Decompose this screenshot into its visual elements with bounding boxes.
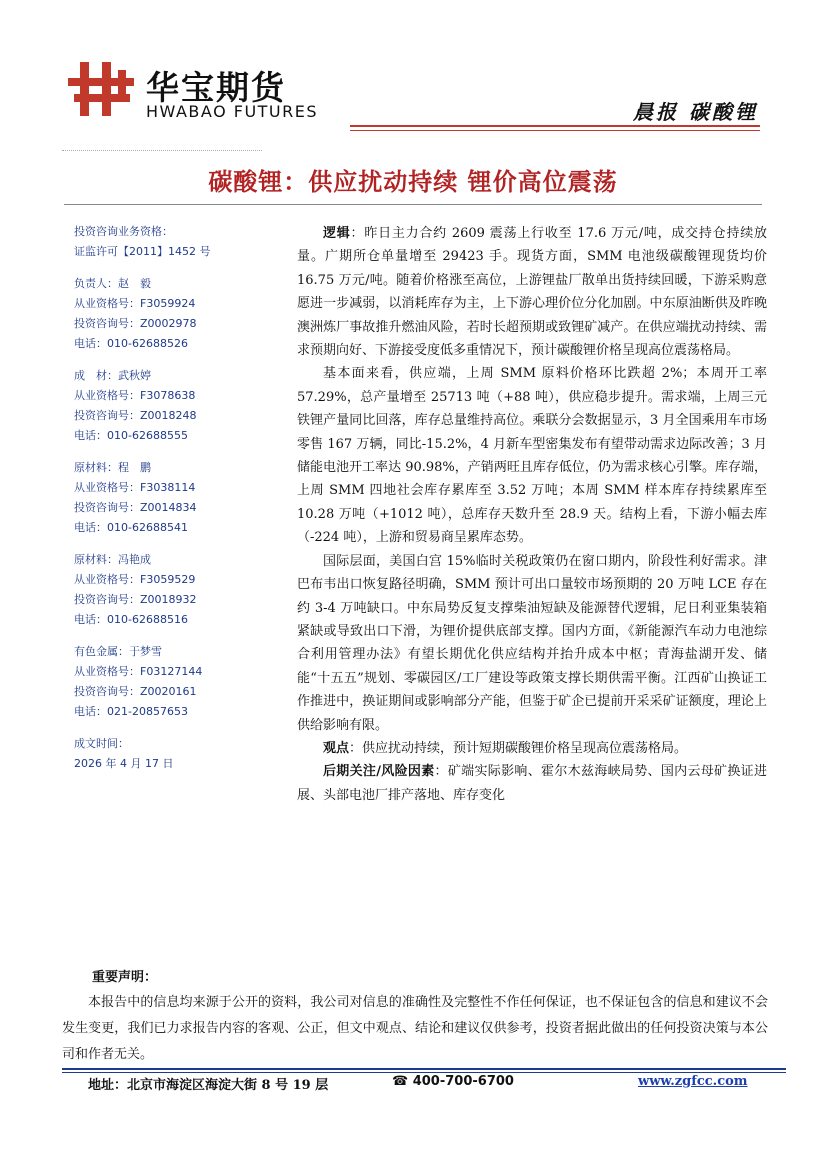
sidebar-line: 投资咨询号：Z0018932 — [74, 593, 197, 606]
analyst-sidebar — [74, 222, 284, 786]
notice-body: 本报告中的信息均来源于公开的资料，我公司对信息的准确性及完整性不作任何保证，也不保证包含的信息和建议不会发生变更，我们已力求报告内容的客观、公正，但文中观点、结论和建议仅供参考，投资者据此做出的任何投资决策与本公司和作者无关。 — [62, 995, 768, 1062]
logo-english-name: HWABAO FUTURES — [146, 102, 319, 121]
sidebar-line: 负责人：赵 毅 — [74, 277, 151, 290]
risk-paragraph — [297, 760, 767, 807]
logic-lead: 逻辑 — [323, 226, 351, 241]
footer-divider — [62, 1068, 786, 1070]
dotted-divider — [62, 150, 262, 151]
view-paragraph — [297, 737, 767, 760]
sidebar-line: 电话：021-20857653 — [74, 705, 188, 718]
footer-address: 地址：北京市海淀区海淀大街 8 号 19 层 — [88, 1078, 329, 1093]
footer-divider-thin — [62, 1072, 786, 1073]
sidebar-block — [74, 366, 284, 446]
sidebar-line: 电话：010-62688526 — [74, 337, 188, 350]
sidebar-line: 从业资格号：F3059529 — [74, 573, 196, 586]
fundamentals-paragraph: 基本面来看，供应端，上周 SMM 原料价格环比跌超 2%；本周开工率 57.29%，总产量增至 25713 吨（+88 吨），供应稳步提升。需求端，上周三元铁锂产量同比回落，库存总量维持高位。乘联分会数据显示，3 月全国乘用车市场零售 167 万辆，同比-15.2%，4 月新车型密集发布有望带动需求边际改善；3 月储能电池开工率达 90.98%，产销两旺且库存低位，仍为需求核心引擎。库存端，上周 SMM 四地社会库存累库至 3.52 万吨；本周 SMM 样本库存持续累库至 10.28 万吨（+1012 吨），总库存天数升至 28.9 天。结构上看，下游小幅去库（-224 吨），上游和贸易商呈累库态势。 — [297, 366, 767, 546]
hwabao-logo-mark-icon — [66, 60, 136, 118]
sidebar-line: 成 材：武秋婷 — [74, 369, 151, 382]
sidebar-block — [74, 222, 284, 262]
sidebar-line: 有色金属：于梦雪 — [74, 645, 162, 658]
footer-phone: ☎ 400-700-6700 — [392, 1074, 514, 1089]
logic-paragraph — [297, 222, 767, 362]
view-lead: 观点 — [323, 740, 350, 756]
sidebar-line: 电话：010-62688555 — [74, 429, 188, 442]
footer — [88, 1074, 768, 1094]
sidebar-line: 2026 年 4 月 17 日 — [74, 757, 174, 770]
sidebar-line: 从业资格号：F3038114 — [74, 481, 196, 494]
sidebar-line: 从业资格号：F03127144 — [74, 665, 203, 678]
report-body — [297, 222, 767, 807]
sidebar-line: 投资咨询号：Z0018248 — [74, 409, 197, 422]
header-divider — [350, 125, 760, 127]
sidebar-block — [74, 734, 284, 774]
sidebar-block — [74, 642, 284, 722]
risk-text: ：矿端实际影响、霍尔木兹海峡局势、国内云母矿换证进展、头部电池厂排产落地、库存变化 — [297, 764, 767, 803]
sidebar-line: 投资咨询号：Z0014834 — [74, 501, 197, 514]
sidebar-line: 投资咨询号：Z0020161 — [74, 685, 197, 698]
sidebar-block — [74, 550, 284, 630]
sidebar-line: 原材料：程 鹏 — [74, 461, 151, 474]
sidebar-line: 投资咨询号：Z0002978 — [74, 317, 197, 330]
header-divider-thin — [350, 130, 760, 131]
sidebar-line: 电话：010-62688516 — [74, 613, 188, 626]
footer-website-link[interactable]: www.zgfcc.com — [638, 1074, 748, 1089]
view-text: ：供应扰动持续，预计短期碳酸锂价格呈现高位震荡格局。 — [349, 740, 688, 756]
sidebar-line: 成文时间： — [74, 737, 129, 750]
sidebar-line: 投资咨询业务资格： — [74, 225, 173, 238]
sidebar-line: 证监许可【2011】1452 号 — [74, 245, 211, 258]
sidebar-block — [74, 458, 284, 538]
sidebar-line: 电话：010-62688541 — [74, 521, 188, 534]
sidebar-block — [74, 274, 284, 354]
notice-title: 重要声明： — [92, 970, 158, 985]
report-type-label: 晨报 碳酸锂 — [633, 100, 758, 124]
sidebar-line: 原材料：冯艳成 — [74, 553, 151, 566]
sidebar-line: 从业资格号：F3078638 — [74, 389, 196, 402]
logo-chinese-name: 华宝期货 — [146, 68, 286, 107]
logic-text: ：昨日主力合约 2609 震荡上行收至 17.6 万元/吨，成交持仓持续放量。广期所仓单量增至 29423 手。现货方面，SMM 电池级碳酸锂现货均价 16.75 万元/吨。随着价格涨至高位，上游锂盐厂散单出货持续回暖，下游采购意愿进一步减弱，以消耗库存为主，上下游心理价位分化加剧。中东原油断供及昨晚澳洲炼厂事故推升燃油风险，若时长超预期或致锂矿减产。在供应端扰动持续、需求预期向好、下游接受度低多重情况下，预计碳酸锂价格呈现高位震荡格局。 — [297, 226, 767, 359]
sidebar-line: 从业资格号：F3059924 — [74, 297, 196, 310]
international-paragraph: 国际层面，美国白宫 15%临时关税政策仍在窗口期内，阶段性利好需求。津巴布韦出口恢复路径明确，SMM 预计可出口量较市场预期的 20 万吨 LCE 存在约 3-4 万吨缺口。中东局势反复支撑柴油短缺及能源替代逻辑，尼日利亚集装箱紧缺或导致出口下滑，为锂价提供底部支撑。国内方面，《新能源汽车动力电池综合利用管理办法》有望长期优化供应结构并抬升成本中枢；青海盐湖开发、储能“十五五”规划、零碳园区/工厂建设等政策支撑长期供需平衡。江西矿山换证工作推进中，换证期间或影响部分产能，但鉴于矿企已提前开采采矿证额度，理论上供给影响有限。 — [297, 553, 767, 733]
report-title: 碳酸锂：供应扰动持续 锂价高位震荡 — [208, 167, 618, 196]
title-divider — [64, 204, 762, 205]
company-logo — [66, 60, 336, 124]
risk-lead: 后期关注/风险因素 — [323, 764, 435, 780]
